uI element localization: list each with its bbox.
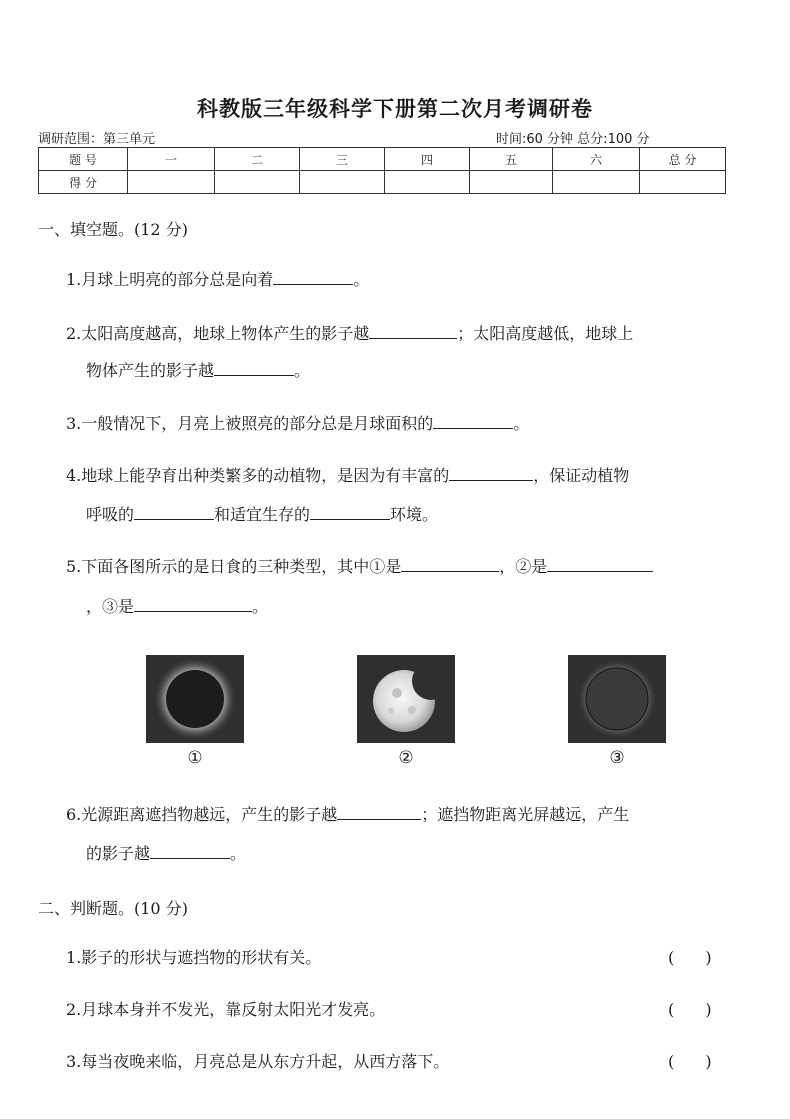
question-text: 和适宜生存的 [214,505,311,524]
question-text: 呼吸的 [86,505,135,524]
question-text: 6.光源距离遮挡物越远，产生的影子越 [66,805,338,824]
section-heading-fill-in: 一、填空题。(12 分) [38,220,188,239]
exam-scope: 调研范围：第三单元 [38,132,156,147]
answer-blank[interactable] [134,597,252,612]
judgement-item-1: 1.影子的形状与遮挡物的形状有关。 [66,948,322,967]
score-table [38,147,726,194]
question-1-2 [66,324,633,344]
table-cell: 四 [385,148,470,171]
question-1-4-cont [86,505,438,525]
answer-paren[interactable]: ( ) [668,1052,712,1071]
image-caption: ③ [609,748,625,768]
question-text: 物体产生的影子越 [86,361,215,380]
judgement-item-3: 3.每当夜晚来临，月亮总是从东方升起，从西方落下。 [66,1052,450,1071]
question-text: 。 [294,361,311,380]
question-text: 4.地球上能孕育出种类繁多的动植物，是因为有丰富的 [66,466,450,485]
question-1-4 [66,466,629,486]
question-text: 5.下面各图所示的是日食的三种类型，其中①是 [66,557,402,576]
question-1-5-cont [86,597,268,617]
score-cell[interactable] [300,171,385,194]
table-cell: 二 [215,148,300,171]
annular-solar-eclipse-icon [568,655,666,743]
answer-blank[interactable] [273,270,353,285]
question-text: 。 [353,270,370,289]
answer-blank[interactable] [150,844,230,859]
time-and-total: 时间:60 分钟 总分:100 分 [496,132,650,147]
table-cell: 题 号 [39,148,128,171]
question-text: 环境。 [390,505,439,524]
question-text: ，③是 [86,597,135,616]
answer-blank[interactable] [214,361,294,376]
score-cell[interactable] [215,171,300,194]
table-cell: 三 [300,148,385,171]
judgement-item-2: 2.月球本身并不发光，靠反射太阳光才发亮。 [66,1000,386,1019]
table-cell: 五 [470,148,553,171]
question-1-6-cont [86,844,246,864]
question-1-1 [66,270,369,290]
question-text: ，②是 [499,557,548,576]
question-text: 的影子越 [86,844,151,863]
question-text: ；太阳高度越低，地球上 [457,324,634,343]
question-text: 1.月球上明亮的部分总是向着 [66,270,274,289]
question-1-3 [66,414,529,434]
answer-blank[interactable] [134,505,214,520]
total-solar-eclipse-icon [146,655,244,743]
question-1-6 [66,805,629,825]
score-table-header-row [39,148,726,171]
question-text: 3.一般情况下，月亮上被照亮的部分总是月球面积的 [66,414,434,433]
image-caption: ① [187,748,203,768]
score-table-score-row [39,171,726,194]
image-caption: ② [398,748,414,768]
table-cell: 得 分 [39,171,128,194]
question-1-5 [66,557,653,577]
question-text: 。 [513,414,530,433]
table-cell: 总 分 [640,148,726,171]
question-text: ；遮挡物距离光屏越远，产生 [421,805,630,824]
question-text: 。 [252,597,269,616]
answer-blank[interactable] [433,414,513,429]
partial-solar-eclipse-icon [357,655,455,743]
page-title: 科教版三年级科学下册第二次月考调研卷 [197,97,593,121]
answer-blank[interactable] [310,505,390,520]
table-cell: 一 [128,148,215,171]
answer-blank[interactable] [369,324,457,339]
answer-paren[interactable]: ( ) [668,948,712,967]
score-cell[interactable] [470,171,553,194]
answer-blank[interactable] [337,805,421,820]
score-cell[interactable] [128,171,215,194]
question-text: 2.太阳高度越高，地球上物体产生的影子越 [66,324,370,343]
score-cell[interactable] [385,171,470,194]
answer-paren[interactable]: ( ) [668,1000,712,1019]
question-1-2-cont [86,361,310,381]
answer-blank[interactable] [449,466,533,481]
question-text: ，保证动植物 [533,466,630,485]
score-cell[interactable] [553,171,640,194]
question-text: 。 [230,844,247,863]
score-cell[interactable] [640,171,726,194]
answer-blank[interactable] [401,557,499,572]
section-heading-true-false: 二、判断题。(10 分) [38,899,188,918]
table-cell: 六 [553,148,640,171]
answer-blank[interactable] [547,557,653,572]
